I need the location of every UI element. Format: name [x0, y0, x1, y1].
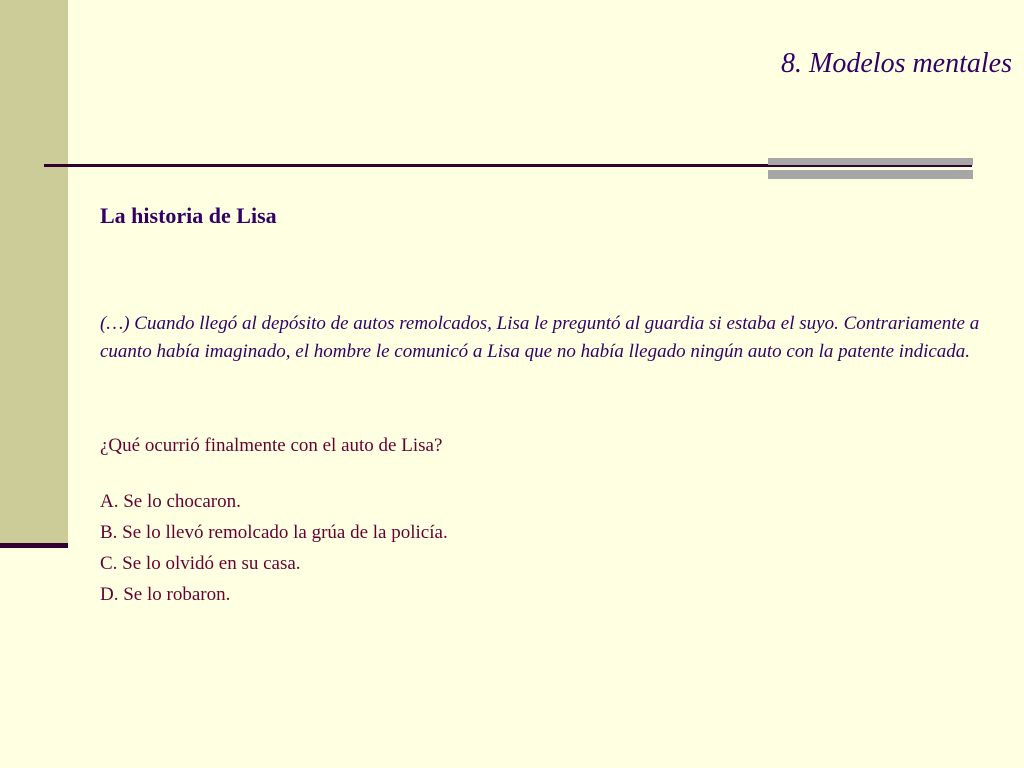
section-heading: La historia de Lisa — [100, 203, 277, 228]
answer-option-c: C. Se lo olvidó en su casa. — [100, 553, 301, 574]
answer-option-b: B. Se lo llevó remolcado la grúa de la policía. — [100, 522, 448, 543]
slide-title: 8. Modelos mentales — [781, 48, 1012, 79]
answer-option-a: A. Se lo chocaron. — [100, 491, 241, 512]
answer-options-list — [100, 486, 980, 610]
side-band-decoration — [0, 0, 68, 546]
answer-option-d: D. Se lo robaron. — [100, 584, 231, 605]
question-text: ¿Qué ocurrió finalmente con el auto de Lisa? — [100, 435, 443, 456]
side-rule-divider — [0, 543, 68, 548]
slide-content — [100, 200, 980, 610]
accent-bar-bottom — [768, 170, 973, 179]
accent-bar-top — [768, 158, 973, 165]
story-paragraph: (…) Cuando llegó al depósito de autos remolcados, Lisa le preguntó al guardia si estaba el suyo. Contrariamente a cuanto había imaginado, el hombre le comunicó a Lisa que no había llegado ningún auto con la patente indicada. — [100, 313, 980, 362]
